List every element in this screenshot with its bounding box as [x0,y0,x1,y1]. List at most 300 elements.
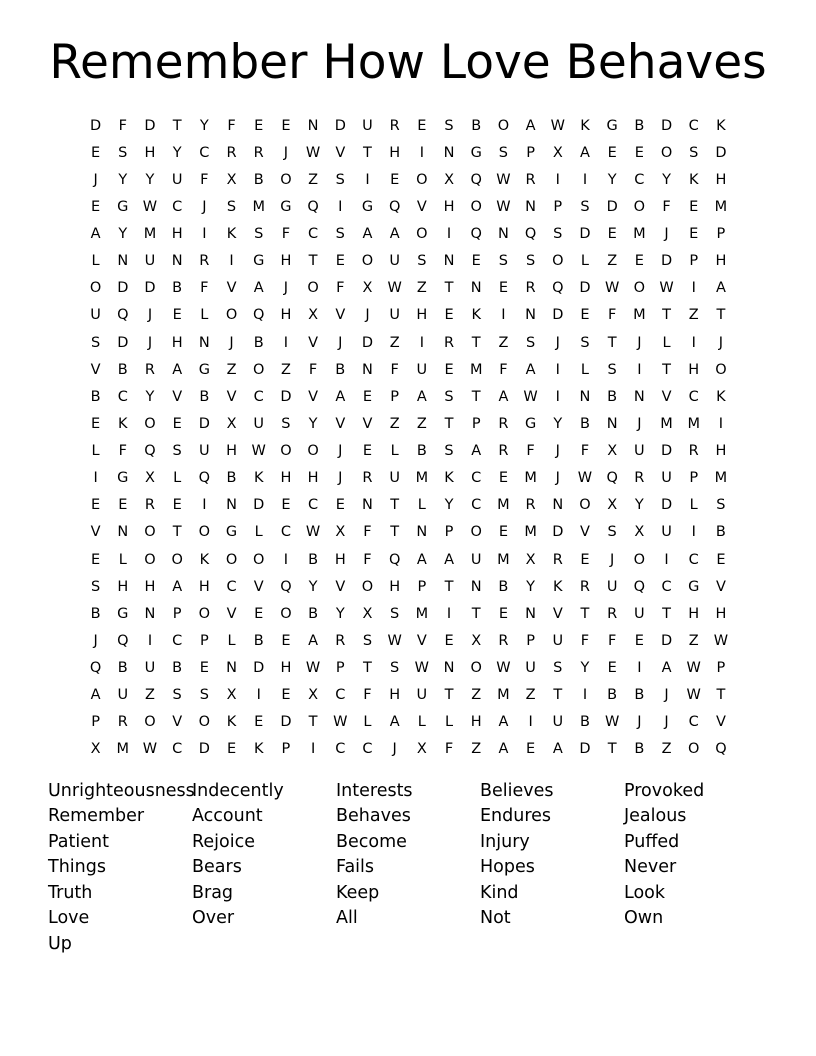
grid-letter: S [281,415,291,432]
grid-letter: R [552,551,563,568]
grid-letter: L [227,632,236,649]
grid-letter: T [471,605,481,622]
grid-letter: O [416,226,428,243]
grid-letter: E [716,551,726,568]
grid-letter: U [416,687,428,704]
grid-letter: W [604,280,620,297]
grid-letter: H [389,144,401,161]
grid-letter: O [552,253,564,270]
grid-letter: V [226,388,237,405]
grid-letter: S [172,687,182,704]
grid-letter: J [229,334,234,351]
grid-letter: F [363,524,372,541]
grid-letter: I [419,334,424,351]
grid-letter: A [498,388,509,405]
grid-letter: I [582,687,588,704]
grid-letter: X [362,605,373,622]
grid-letter: C [688,714,699,731]
grid-letter: T [716,307,726,324]
word-list-row [48,778,768,804]
grid-letter: I [555,361,560,378]
grid-letter: D [660,497,673,514]
grid-letter: K [118,415,128,432]
grid-letter: L [662,334,671,351]
grid-letter: Q [117,307,129,324]
grid-letter: Q [633,578,646,595]
grid-letter: S [607,361,617,378]
grid-letter: N [416,524,428,541]
grid-letter: W [305,524,321,541]
grid-row [82,438,735,465]
grid-letter: T [363,144,372,161]
grid-letter: S [607,524,617,541]
grid-letter: O [144,551,156,568]
grid-letter: O [198,714,211,731]
grid-letter: N [606,415,618,432]
grid-letter: V [715,578,726,595]
grid-letter: D [660,253,673,270]
grid-letter: E [91,497,101,514]
grid-letter: W [496,660,511,677]
grid-letter: K [716,388,726,405]
grid-letter: D [144,280,156,297]
grid-letter: L [118,551,127,568]
grid-letter: O [579,497,591,514]
word-list-item: Own [624,908,664,929]
grid-letter: Y [444,497,454,514]
grid-letter: C [335,741,346,758]
word-list-item: Keep [336,882,380,903]
grid-letter: E [172,415,182,432]
grid-letter: J [664,714,669,731]
word-list-item: Account [192,806,263,827]
grid-row [82,383,735,410]
word-list-item: Bears [192,857,242,878]
grid-letter: U [634,443,645,460]
grid-letter: J [338,443,343,460]
grid-letter: S [580,198,590,215]
grid-row [82,546,735,573]
grid-letter: E [634,144,644,161]
grid-letter: V [226,605,237,622]
grid-letter: N [362,497,373,514]
grid-letter: W [713,632,729,649]
grid-letter: M [469,361,483,378]
grid-letter: H [198,578,210,595]
grid-letter: E [118,497,128,514]
grid-row [82,275,735,302]
grid-letter: W [414,660,430,677]
grid-letter: I [691,280,696,297]
grid-letter: A [498,714,509,731]
grid-letter: R [525,171,536,188]
grid-letter: B [607,687,618,704]
grid-letter: A [552,741,563,758]
grid-letter: F [607,632,617,649]
grid-letter: S [525,334,536,351]
grid-letter: B [634,741,645,758]
grid-letter: F [444,741,454,758]
grid-letter: V [308,334,319,351]
grid-letter: T [607,334,617,351]
grid-letter: Z [688,632,699,649]
grid-letter: H [226,443,237,460]
grid-row [82,600,735,627]
grid-letter: V [335,415,346,432]
grid-letter: B [90,388,101,405]
grid-letter: J [664,687,669,704]
word-list-item: Interests [336,780,413,801]
grid-letter: J [664,226,669,243]
grid-letter: Q [552,280,564,297]
grid-letter: R [634,470,645,487]
grid-letter: T [662,605,671,622]
grid-letter: F [526,443,535,460]
grid-letter: B [308,605,319,622]
grid-letter: T [172,524,182,541]
word-list-item: Indecently [192,780,284,801]
grid-letter: A [389,226,400,243]
grid-letter: W [142,741,158,758]
grid-letter: K [716,117,726,134]
grid-letter: U [117,687,129,704]
grid-letter: E [254,714,264,731]
grid-letter: S [444,388,454,405]
grid-letter: T [172,117,182,134]
word-list-item: Look [624,882,665,903]
grid-letter: O [416,171,428,188]
grid-letter: Q [253,307,265,324]
grid-letter: V [335,578,346,595]
grid-letter: G [198,361,210,378]
grid-letter: Q [388,551,401,568]
grid-letter: I [419,144,424,161]
grid-letter: O [144,524,156,541]
grid-letter: O [144,415,156,432]
grid-letter: W [686,660,701,677]
grid-letter: O [633,198,646,215]
grid-row [82,736,735,763]
grid-letter: M [497,497,510,514]
grid-letter: U [253,415,265,432]
grid-letter: H [307,470,319,487]
grid-row [82,329,735,356]
grid-letter: E [281,632,291,649]
grid-row [82,627,735,654]
grid-letter: I [202,497,207,514]
grid-letter: B [253,334,264,351]
grid-letter: X [335,524,346,541]
grid-letter: F [336,280,345,297]
grid-letter: C [688,551,699,568]
word-list-item: Up [48,933,72,954]
grid-letter: B [199,388,210,405]
grid-letter: U [389,307,400,324]
grid-letter: M [633,307,646,324]
grid-letter: U [362,117,373,134]
word-list-item: Rejoice [192,831,255,852]
grid-letter: S [335,171,345,188]
grid-letter: J [338,470,343,487]
grid-letter: X [552,144,563,161]
grid-letter: D [253,660,265,677]
grid-letter: D [334,117,346,134]
grid-letter: M [143,226,157,243]
grid-letter: B [253,171,264,188]
grid-letter: W [387,280,402,297]
grid-letter: P [281,741,291,758]
grid-letter: V [308,388,319,405]
grid-letter: J [637,714,642,731]
grid-letter: K [253,741,264,758]
grid-letter: O [361,253,374,270]
grid-letter: L [91,253,100,270]
word-list-item: Truth [48,882,93,903]
grid-letter: E [471,253,481,270]
grid-letter: T [553,687,563,704]
grid-letter: Z [280,361,291,378]
grid-letter: S [226,198,237,215]
grid-letter: O [253,361,265,378]
grid-letter: U [606,578,618,595]
grid-letter: E [580,551,590,568]
grid-letter: I [202,226,207,243]
grid-letter: J [147,334,153,351]
grid-letter: T [390,497,400,514]
grid-letter: O [470,198,482,215]
grid-letter: H [280,307,292,324]
grid-letter: N [171,253,183,270]
word-list-item: Kind [480,882,519,903]
grid-letter: N [117,253,129,270]
grid-letter: S [118,144,128,161]
grid-letter: U [90,307,101,324]
grid-letter: L [580,253,590,270]
grid-letter: M [116,741,130,758]
grid-letter: R [226,144,237,161]
grid-letter: R [579,578,590,595]
grid-letter: A [525,361,536,378]
grid-letter: K [444,470,454,487]
grid-letter: E [607,226,617,243]
grid-letter: Q [388,198,401,215]
grid-letter: Q [606,470,618,487]
grid-letter: U [144,253,156,270]
grid-letter: Q [144,443,156,460]
grid-letter: U [661,524,672,541]
grid-letter: S [390,605,400,622]
grid-letter: F [363,687,372,704]
grid-letter: I [256,687,261,704]
grid-letter: F [607,307,617,324]
grid-letter: V [172,388,183,405]
grid-letter: A [308,632,319,649]
grid-letter: P [716,660,726,677]
grid-letter: N [552,497,564,514]
grid-letter: S [390,660,400,677]
grid-letter: A [661,660,672,677]
grid-letter: X [308,687,319,704]
grid-letter: U [552,632,564,649]
grid-letter: S [498,253,509,270]
word-list-row [48,880,768,906]
grid-letter: P [526,144,535,161]
grid-letter: F [200,280,209,297]
grid-letter: H [117,578,129,595]
grid-letter: R [525,497,536,514]
grid-letter: Y [335,605,345,622]
grid-letter: M [687,415,700,432]
grid-letter: V [580,524,590,541]
grid-letter: G [606,117,618,134]
grid-row [82,248,735,275]
grid-letter: A [416,388,427,405]
word-list [48,778,768,957]
grid-letter: W [577,470,593,487]
grid-letter: P [716,226,726,243]
grid-letter: P [335,660,345,677]
grid-row [82,655,735,682]
grid-letter: S [444,443,454,460]
grid-letter: E [444,307,454,324]
grid-letter: H [144,144,156,161]
word-list-item: Endures [480,806,552,827]
grid-letter: E [689,226,699,243]
grid-letter: W [659,280,674,297]
grid-letter: J [718,334,724,351]
word-list-item: Over [192,908,235,929]
grid-letter: K [580,117,590,134]
grid-letter: F [308,361,318,378]
grid-letter: F [118,443,127,460]
grid-letter: Y [118,171,128,188]
grid-letter: G [117,198,129,215]
grid-letter: D [660,117,673,134]
grid-letter: A [471,443,482,460]
grid-letter: D [117,280,129,297]
grid-letter: E [526,741,536,758]
grid-letter: Z [661,741,672,758]
grid-letter: W [142,198,158,215]
grid-letter: J [147,307,153,324]
grid-letter: P [390,388,400,405]
grid-letter: M [633,226,646,243]
word-list-item: Brag [192,882,234,903]
grid-letter: M [415,605,429,622]
grid-letter: E [634,632,644,649]
grid-letter: X [90,741,101,758]
grid-letter: H [688,361,700,378]
grid-letter: O [688,741,700,758]
grid-letter: O [361,578,374,595]
grid-letter: A [362,226,373,243]
grid-letter: R [443,334,455,351]
grid-letter: R [335,632,346,649]
grid-letter: D [660,632,673,649]
grid-letter: S [362,632,373,649]
grid-letter: C [471,497,482,514]
grid-letter: I [718,415,724,432]
grid-row [82,166,735,193]
grid-letter: O [633,551,646,568]
grid-letter: L [417,714,426,731]
grid-letter: Y [553,415,563,432]
grid-letter: Y [172,144,182,161]
grid-letter: E [498,605,508,622]
grid-letter: J [392,741,397,758]
grid-letter: V [362,415,373,432]
grid-letter: C [335,687,346,704]
grid-letter: S [689,144,699,161]
grid-letter: Y [145,171,155,188]
grid-letter: E [689,198,699,215]
grid-letter: L [173,470,182,487]
grid-letter: X [226,415,237,432]
grid-letter: U [525,660,536,677]
grid-letter: Q [307,198,319,215]
grid-letter: C [253,388,264,405]
grid-letter: H [171,334,183,351]
grid-letter: O [198,605,211,622]
grid-letter: N [443,144,455,161]
grid-letter: I [637,361,642,378]
grid-letter: Y [526,578,536,595]
grid-letter: J [365,307,370,324]
grid-letter: V [335,307,346,324]
grid-letter: C [688,388,699,405]
grid-letter: X [226,171,237,188]
grid-letter: H [715,605,727,622]
grid-letter: I [446,605,452,622]
grid-letter: B [90,605,101,622]
word-list-row [48,855,768,881]
grid-letter: D [144,117,156,134]
grid-letter: E [335,497,345,514]
word-list-item: Unrighteousness [48,780,195,801]
grid-letter: L [91,443,100,460]
grid-letter: S [525,253,536,270]
word-list-item: Behaves [336,806,411,827]
grid-letter: J [338,334,343,351]
grid-letter: B [579,714,590,731]
grid-letter: S [580,334,590,351]
grid-letter: C [172,198,183,215]
grid-letter: L [689,497,698,514]
word-list-item: Love [48,908,90,929]
grid-letter: U [199,443,210,460]
word-list-item: Remember [48,806,145,827]
grid-letter: W [604,714,620,731]
grid-letter: G [470,144,482,161]
word-list-row [48,906,768,932]
grid-letter: P [689,470,699,487]
grid-letter: X [471,632,482,649]
grid-letter: C [471,470,482,487]
grid-letter: Y [199,117,209,134]
grid-letter: E [226,741,237,758]
grid-letter: T [471,334,481,351]
grid-letter: N [525,605,537,622]
grid-letter: S [335,226,345,243]
grid-letter: Y [634,497,644,514]
grid-letter: Z [471,687,482,704]
grid-letter: I [528,714,533,731]
grid-letter: V [416,632,427,649]
grid-letter: M [524,524,537,541]
grid-row [82,221,735,248]
grid-letter: C [172,741,183,758]
grid-letter: H [470,714,482,731]
